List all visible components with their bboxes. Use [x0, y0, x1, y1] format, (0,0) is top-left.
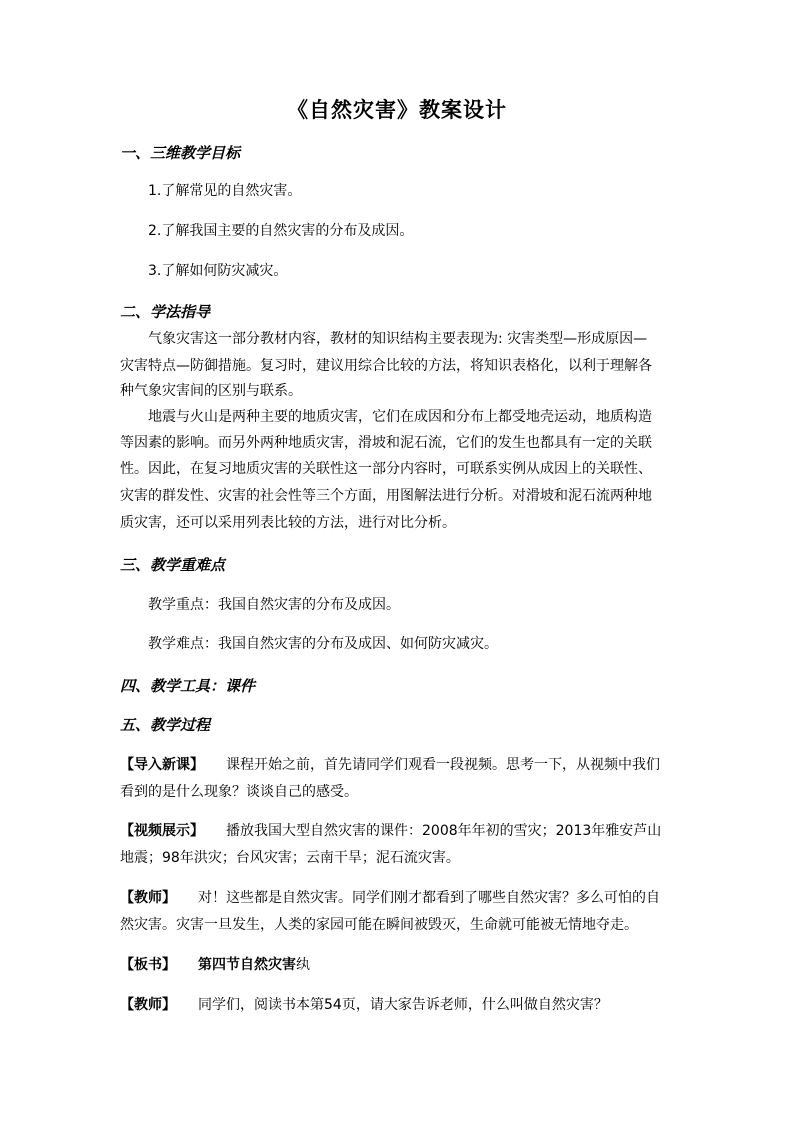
intro-line-1	[120, 755, 680, 775]
teacher1-tag: 【教师】	[120, 890, 176, 906]
video-text: 播放我国大型自然灾害的课件：2008年年初的雪灾；2013年雅安芦山	[226, 823, 662, 839]
board-text: 第四节自然灾害	[198, 957, 296, 973]
paragraph-1-line-2: 灾害特点—防御措施。复习时，建议用综合比较的方法，将知识表格化，以利于理解各	[120, 358, 652, 374]
video-tag: 【视频展示】	[120, 823, 204, 839]
teacher1-line-2: 然灾害。灾害一旦发生，人类的家园可能在瞬间被毁灭，生命就可能被无情地夺走。	[120, 917, 638, 933]
section-1-heading: 一、三维教学目标	[120, 144, 241, 162]
intro-text: 课程开始之前，首先请同学们观看一段视频。思考一下，从视频中我们	[226, 757, 660, 773]
video-line-2: 地震；98年洪灾；台风灾害；云南干旱；泥石流灾害。	[120, 850, 460, 866]
objective-item-3: 3.了解如何防灾减灾。	[148, 263, 288, 279]
section-4-heading: 四、教学工具：课件	[120, 677, 256, 695]
paragraph-2-line-2: 等因素的影响。而另外两种地质灾害，滑坡和泥石流，它们的发生也都具有一定的关联	[120, 435, 652, 451]
intro-line-2: 看到的是什么现象？谈谈自己的感受。	[120, 784, 358, 800]
teacher2-text: 同学们，阅读书本第54页，请大家告诉老师，什么叫做自然灾害？	[198, 997, 608, 1013]
paragraph-2-line-5: 质灾害，还可以采用列表比较的方法，进行对比分析。	[120, 515, 456, 531]
teaching-difficulty: 教学难点：我国自然灾害的分布及成因、如何防灾减灾。	[148, 636, 498, 652]
paragraph-2-line-3: 性。因此，在复习地质灾害的关联性这一部分内容时，可联系实例从成因上的关联性、	[120, 461, 652, 477]
board-line	[120, 955, 680, 975]
teaching-key-point: 教学重点：我国自然灾害的分布及成因。	[148, 597, 400, 613]
paragraph-1-line-3: 种气象灾害间的区别与联系。	[120, 383, 302, 399]
teacher1-line-1	[120, 888, 680, 908]
board-tag: 【板书】	[120, 957, 176, 973]
document-title: 《自然灾害》教案设计	[287, 98, 507, 122]
teacher2-line-1	[120, 995, 680, 1015]
intro-tag: 【导入新课】	[120, 757, 204, 773]
section-3-heading: 三、教学重难点	[120, 556, 226, 574]
video-line-1	[120, 821, 680, 841]
section-2-heading: 二、学法指导	[120, 303, 211, 321]
paragraph-1-line-1: 气象灾害这一部分教材内容，教材的知识结构主要表现为: 灾害类型—形成原因—	[148, 331, 648, 347]
teacher1-text: 对！这些都是自然灾害。同学们刚才都看到了哪些自然灾害？多么可怕的自	[198, 890, 660, 906]
teacher2-tag: 【教师】	[120, 997, 176, 1013]
objective-item-1: 1.了解常见的自然灾害。	[148, 183, 302, 199]
board-suffix: 纨	[296, 957, 310, 973]
section-5-heading: 五、教学过程	[120, 716, 211, 734]
paragraph-2-line-1: 地震与火山是两种主要的地质灾害，它们在成因和分布上都受地壳运动，地质构造	[148, 409, 652, 425]
paragraph-2-line-4: 灾害的群发性、灾害的社会性等三个方面，用图解法进行分析。对滑坡和泥石流两种地	[120, 488, 652, 504]
objective-item-2: 2.了解我国主要的自然灾害的分布及成因。	[148, 223, 414, 239]
